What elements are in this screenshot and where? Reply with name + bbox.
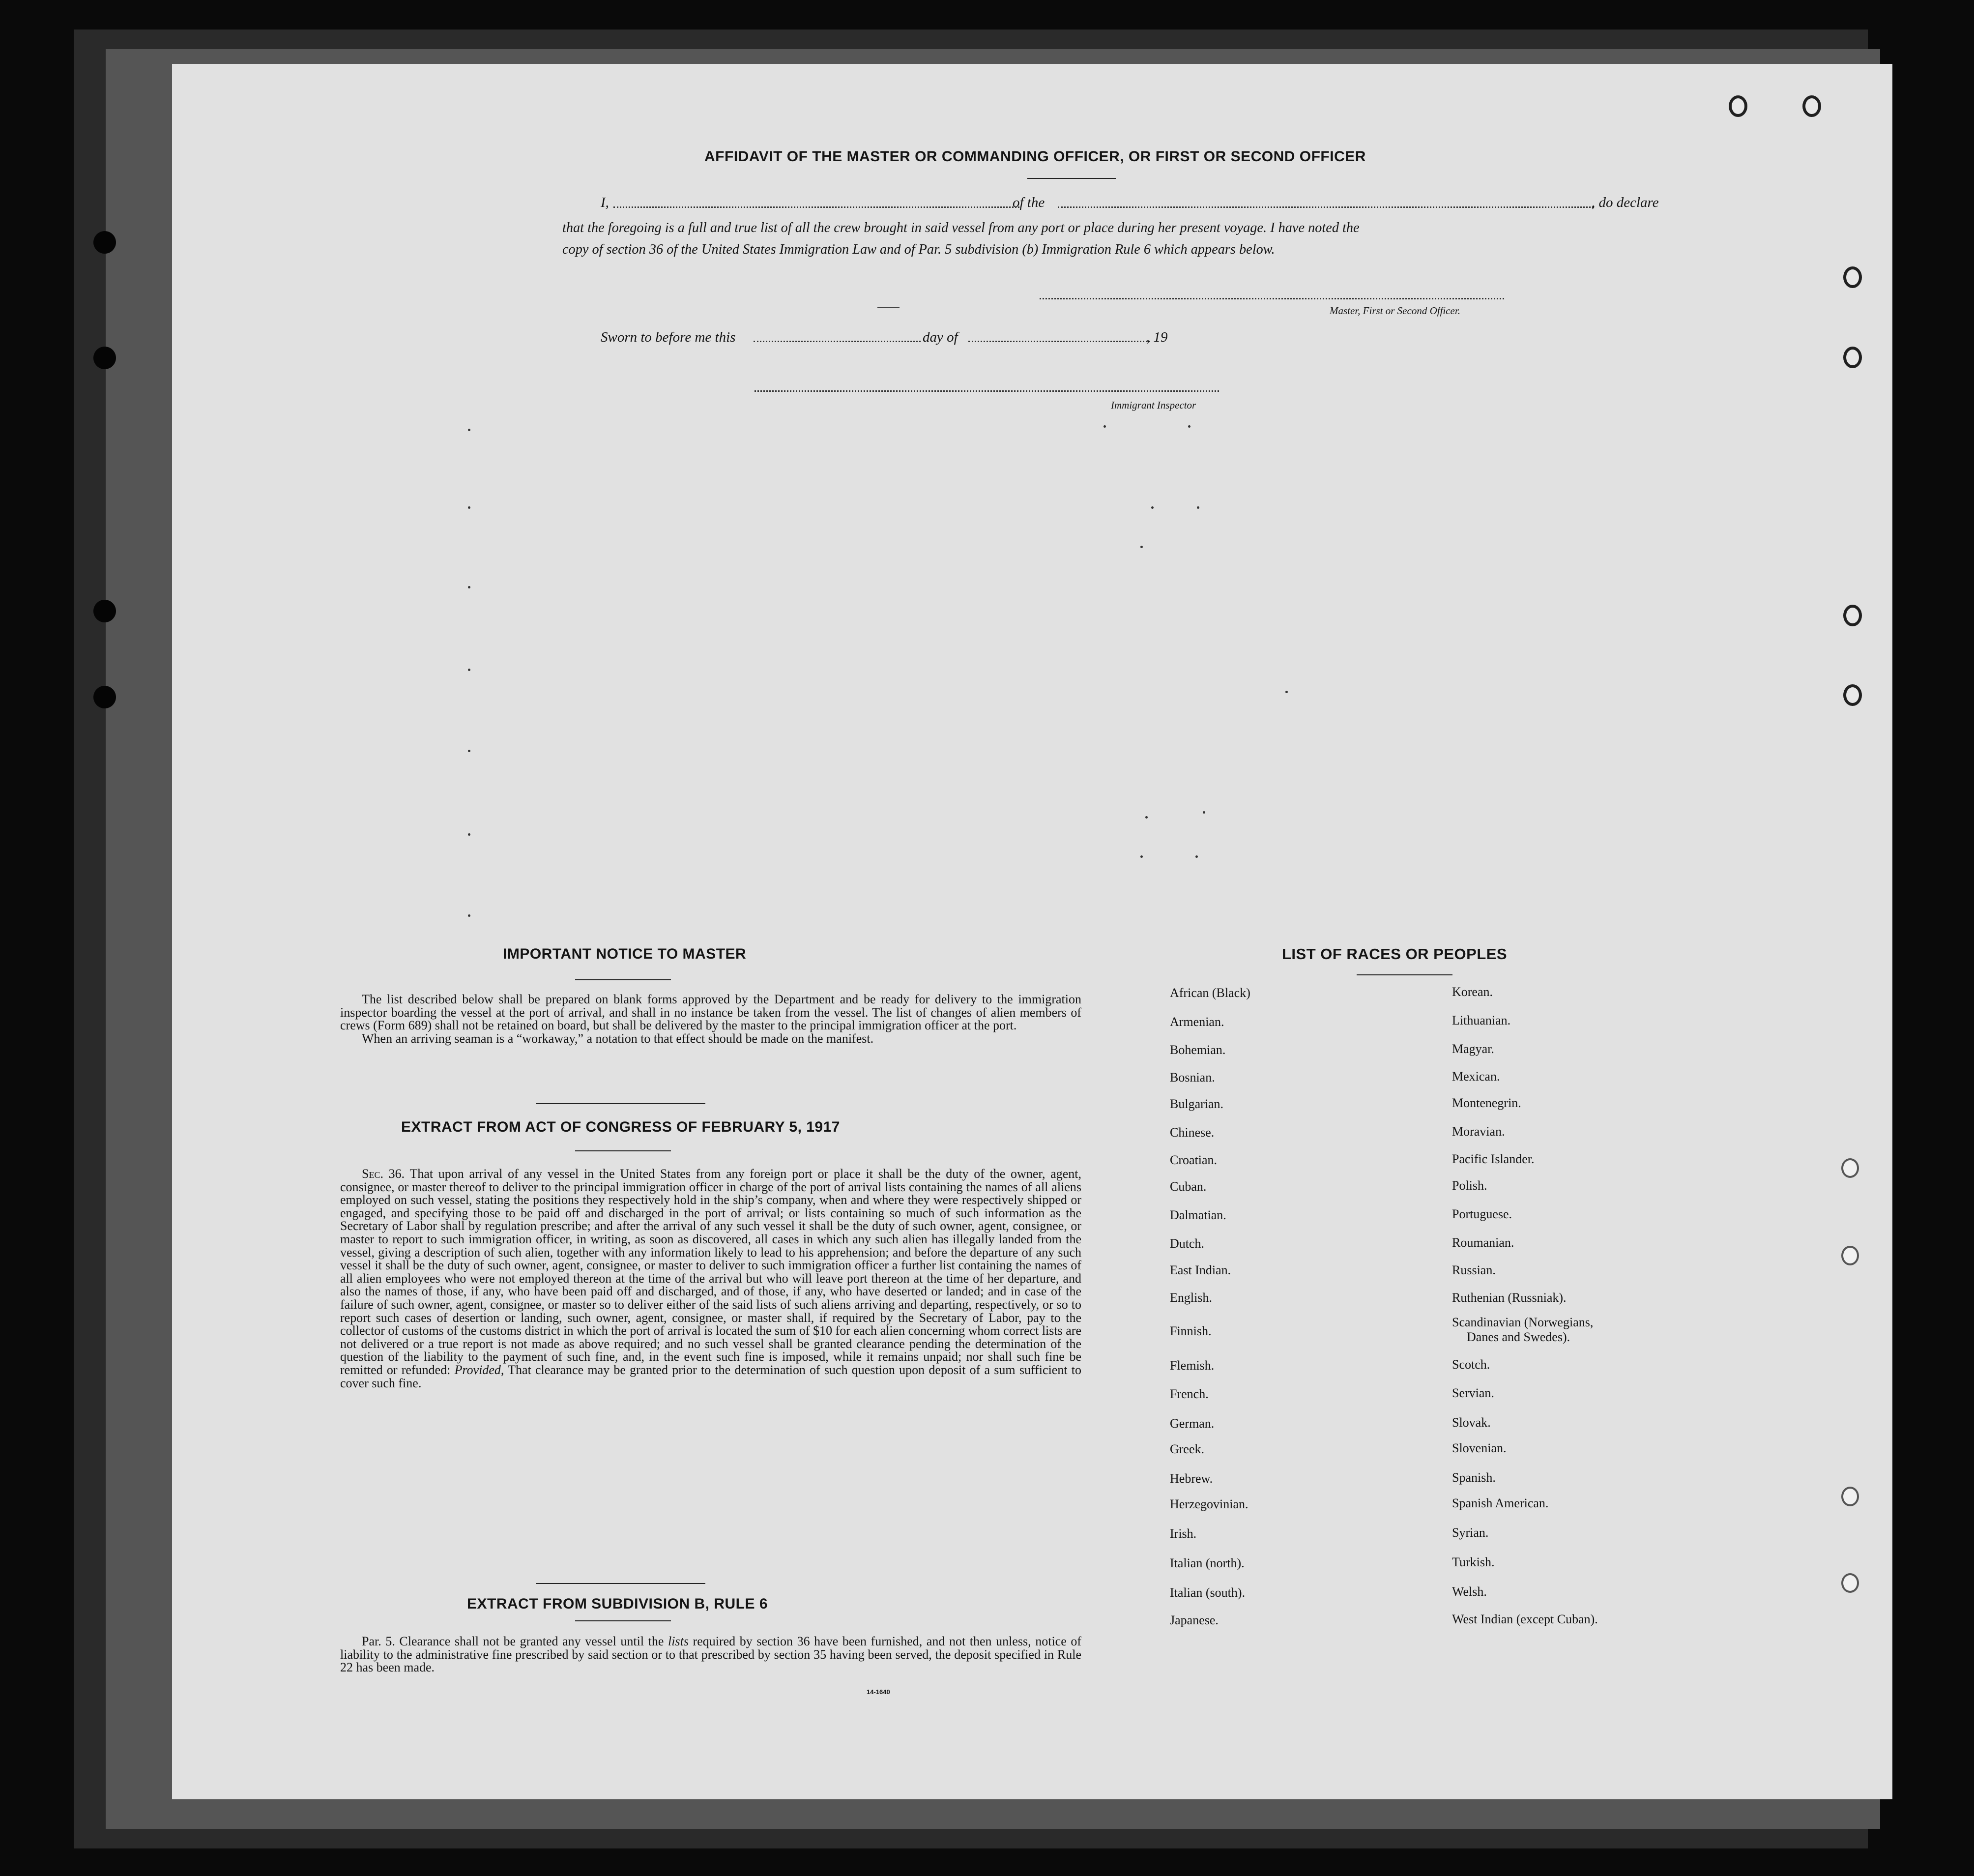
races-title: LIST OF RACES OR PEOPLES — [1282, 945, 1508, 963]
master-signature-blank[interactable] — [1040, 298, 1504, 299]
officer-name-blank[interactable] — [613, 206, 1019, 208]
punch-hole — [1843, 684, 1862, 706]
inspector-signature-blank[interactable] — [755, 390, 1219, 392]
affidavit-i-label: I, — [601, 195, 609, 210]
race-item: Roumanian. — [1452, 1235, 1514, 1250]
race-item: Pacific Islander. — [1452, 1152, 1535, 1166]
affidavit-title: AFFIDAVIT OF THE MASTER OR COMMANDING OFFICER, OR FIRST OR SECOND OFFICER — [704, 148, 1366, 165]
race-item: Croatian. — [1170, 1153, 1218, 1167]
section-divider — [536, 1103, 705, 1104]
inspector-signature-label: Immigrant Inspector — [1111, 399, 1196, 411]
act-text: That upon arrival of any vessel in the United States from any foreign port or place it shall be the duty of the owner, agent, consignee, or master thereof to deliver to the principal immigration officer in charge of the port of arrival lists containing the names of all aliens employed on such vessel, stating the positions they respectively hold in the ship’s company, when and where they were respectively shipped or engaged, and specifying those to be paid off and discharged in the port of arrival; or lists containing so much of such information as the Secretary of Labor shall by regulation prescribe; and after the arrival of any such vessel it shall be the duty of such owner, agent, consignee, or master to report to such immigration officer, in writing, as soon as discovered, all cases in which any such alien has illegally landed from the vessel, giving a description of such alien, together with any information likely to lead to his apprehension; and before the departure of any such vessel it shall be the duty of such owner, agent, consignee, or master to deliver to such immigration officer a further list containing the names of all alien employees who were not employed thereon at the time of the arrival but who will leave port thereon at the time of her departure, and also the names of those, if any, who have been paid off and discharged, and of those, if any, who have deserted or landed; and in case of the failure of such owner, agent, consignee, or master so to deliver either of the said lists of such aliens arriving and departing, respectively, or so to report such cases of desertion or landing, such owner, agent, consignee, or master shall, if required by the Secretary of Labor, pay to the collector of customs of the customs district in which the port of arrival is located the sum of $10 for each alien concerning whom correct lists are not delivered or a true report is not made as above required; and no such vessel shall be granted clearance pending the determination of the question of the liability to the payment of such fine, and, in the event such fine is imposed, while it remains unpaid; nor shall such fine be remitted or refunded: — [340, 1167, 1081, 1377]
scan-mark — [1140, 546, 1143, 548]
document-page — [172, 64, 1892, 1799]
act-extract-body — [340, 1168, 1081, 1390]
race-item: Mexican. — [1452, 1069, 1500, 1084]
race-item: Servian. — [1452, 1386, 1494, 1400]
scan-mark — [468, 914, 470, 917]
sworn-label: Sworn to before me this — [601, 329, 736, 345]
race-item: African (Black) — [1170, 986, 1250, 1000]
rule-underline — [575, 1620, 671, 1621]
notice-title: IMPORTANT NOTICE TO MASTER — [503, 946, 747, 962]
punch-hole — [1729, 95, 1747, 117]
race-item: East Indian. — [1170, 1263, 1231, 1277]
affidavit-of-label: of the — [1013, 195, 1045, 210]
race-item: Italian (south). — [1170, 1585, 1246, 1600]
act-underline — [575, 1150, 671, 1151]
scan-mark — [1151, 506, 1154, 509]
scan-mark — [1140, 855, 1143, 858]
scan-mark — [468, 506, 470, 509]
scan-mark — [1103, 425, 1106, 428]
race-item: Korean. — [1452, 985, 1493, 999]
section-label: Sec. 36. — [362, 1167, 405, 1181]
title-underline — [1027, 178, 1116, 179]
race-item: Italian (north). — [1170, 1556, 1245, 1570]
year-label: , 19 — [1146, 329, 1168, 345]
race-item: French. — [1170, 1387, 1209, 1401]
punch-hole — [1843, 347, 1862, 368]
punch-hole — [1843, 266, 1862, 288]
race-item: Hebrew. — [1170, 1471, 1213, 1486]
stray-mark — [877, 307, 900, 308]
race-item: Scotch. — [1452, 1357, 1490, 1372]
binder-hole — [93, 686, 116, 708]
scan-mark — [1188, 425, 1190, 428]
race-item: Armenian. — [1170, 1015, 1224, 1029]
form-number: 14-1640 — [867, 1688, 890, 1696]
race-item: Irish. — [1170, 1526, 1197, 1541]
race-item: Spanish American. — [1452, 1496, 1549, 1510]
binder-hole — [93, 231, 116, 254]
race-item: Chinese. — [1170, 1125, 1215, 1140]
scan-mark — [1195, 855, 1198, 858]
race-item: Montenegrin. — [1452, 1096, 1521, 1110]
race-item: Welsh. — [1452, 1584, 1487, 1599]
rule-text-a: Par. 5. Clearance shall not be granted any vessel until the — [362, 1634, 664, 1648]
race-item: Dalmatian. — [1170, 1208, 1226, 1222]
race-item: German. — [1170, 1416, 1215, 1431]
scan-mark — [1145, 816, 1148, 819]
sworn-month-blank[interactable] — [968, 341, 1150, 342]
race-item: Bulgarian. — [1170, 1097, 1224, 1111]
affidavit-declare-label: , do declare — [1592, 195, 1659, 210]
punch-hole — [1841, 1158, 1859, 1178]
sworn-day-blank[interactable] — [754, 341, 921, 342]
scan-mark — [468, 586, 470, 588]
master-signature-label: Master, First or Second Officer. — [1330, 305, 1460, 317]
races-underline — [1357, 974, 1452, 975]
scan-mark — [468, 669, 470, 671]
rule-extract-body — [340, 1635, 1081, 1674]
provided-word: Provided, — [454, 1362, 504, 1377]
race-item: Herzegovinian. — [1170, 1497, 1248, 1511]
act-extract-title: EXTRACT FROM ACT OF CONGRESS OF FEBRUARY 5, 1917 — [401, 1119, 840, 1135]
punch-hole — [1802, 95, 1821, 117]
race-item: Ruthenian (Russniak). — [1452, 1290, 1567, 1305]
vessel-name-blank[interactable] — [1058, 206, 1594, 208]
notice-underline — [575, 979, 671, 980]
race-item: Portuguese. — [1452, 1207, 1512, 1221]
punch-hole — [1841, 1246, 1859, 1265]
lists-word: lists — [668, 1634, 689, 1648]
race-item: Syrian. — [1452, 1525, 1489, 1540]
punch-hole — [1843, 605, 1862, 626]
race-item: Magyar. — [1452, 1042, 1494, 1056]
race-item: Slovak. — [1452, 1415, 1491, 1430]
race-item: Cuban. — [1170, 1179, 1207, 1194]
race-item: Danes and Swedes). — [1467, 1330, 1570, 1344]
race-item: Slovenian. — [1452, 1441, 1507, 1455]
rule-extract-title: EXTRACT FROM SUBDIVISION B, RULE 6 — [467, 1596, 768, 1612]
scan-mark — [468, 833, 470, 836]
race-item: Greek. — [1170, 1442, 1205, 1456]
binder-hole — [93, 347, 116, 369]
race-item: Polish. — [1452, 1178, 1487, 1193]
race-item: Finnish. — [1170, 1324, 1212, 1338]
race-item: Bohemian. — [1170, 1043, 1226, 1057]
affidavit-line3: copy of section 36 of the United States Immigration Law and of Par. 5 subdivision (b) Immigration Rule 6 which appears below. — [562, 242, 1275, 257]
race-item: Russian. — [1452, 1263, 1496, 1277]
rule-text-b: required by section 36 have been furnished, and not then unless, notice of liability to the administrative fine prescribed by said section or to that prescribed by section 35 having been served, the deposit specified in Rule 22 has been made. — [340, 1634, 1082, 1675]
race-item: West Indian (except Cuban). — [1452, 1612, 1598, 1626]
race-item: Bosnian. — [1170, 1070, 1215, 1085]
race-item: Turkish. — [1452, 1555, 1495, 1569]
race-item: Flemish. — [1170, 1358, 1215, 1373]
scan-mark — [1197, 506, 1199, 509]
notice-paragraph-1: The list described below shall be prepared on blank forms approved by the Department and be ready for delivery to the immigration inspector boarding the vessel at the port of arrival, and shall in no instance be taken from the vessel. The list of changes of alien members of crews (Form 689) shall not be retained on board, but shall be delivered by the master to the principal immigration officer at the port. — [340, 992, 1081, 1033]
section-divider — [536, 1583, 705, 1584]
scan-mark — [1285, 691, 1288, 693]
notice-body — [340, 993, 1081, 1045]
race-item: English. — [1170, 1290, 1212, 1305]
affidavit-line2: that the foregoing is a full and true list of all the crew brought in said vessel from any port or place during her present voyage. I have noted the — [562, 220, 1360, 235]
punch-hole — [1841, 1487, 1859, 1506]
act-text-end: That clearance may be granted prior to the determination of such question upon deposit of a sum sufficient to cover such fine. — [340, 1362, 1081, 1390]
race-item: Spanish. — [1452, 1470, 1496, 1485]
race-item: Japanese. — [1170, 1613, 1219, 1627]
race-item: Scandinavian (Norwegians, — [1452, 1315, 1594, 1329]
scan-mark — [468, 750, 470, 752]
race-item: Lithuanian. — [1452, 1013, 1511, 1027]
notice-paragraph-2: When an arriving seaman is a “workaway,” a notation to that effect should be made on the manifest. — [362, 1031, 874, 1046]
race-item: Moravian. — [1452, 1124, 1505, 1139]
binder-hole — [93, 600, 116, 622]
race-item: Dutch. — [1170, 1236, 1205, 1251]
scan-mark — [468, 429, 470, 431]
scan-mark — [1203, 811, 1205, 814]
punch-hole — [1841, 1573, 1859, 1593]
day-of-label: day of — [923, 329, 958, 345]
